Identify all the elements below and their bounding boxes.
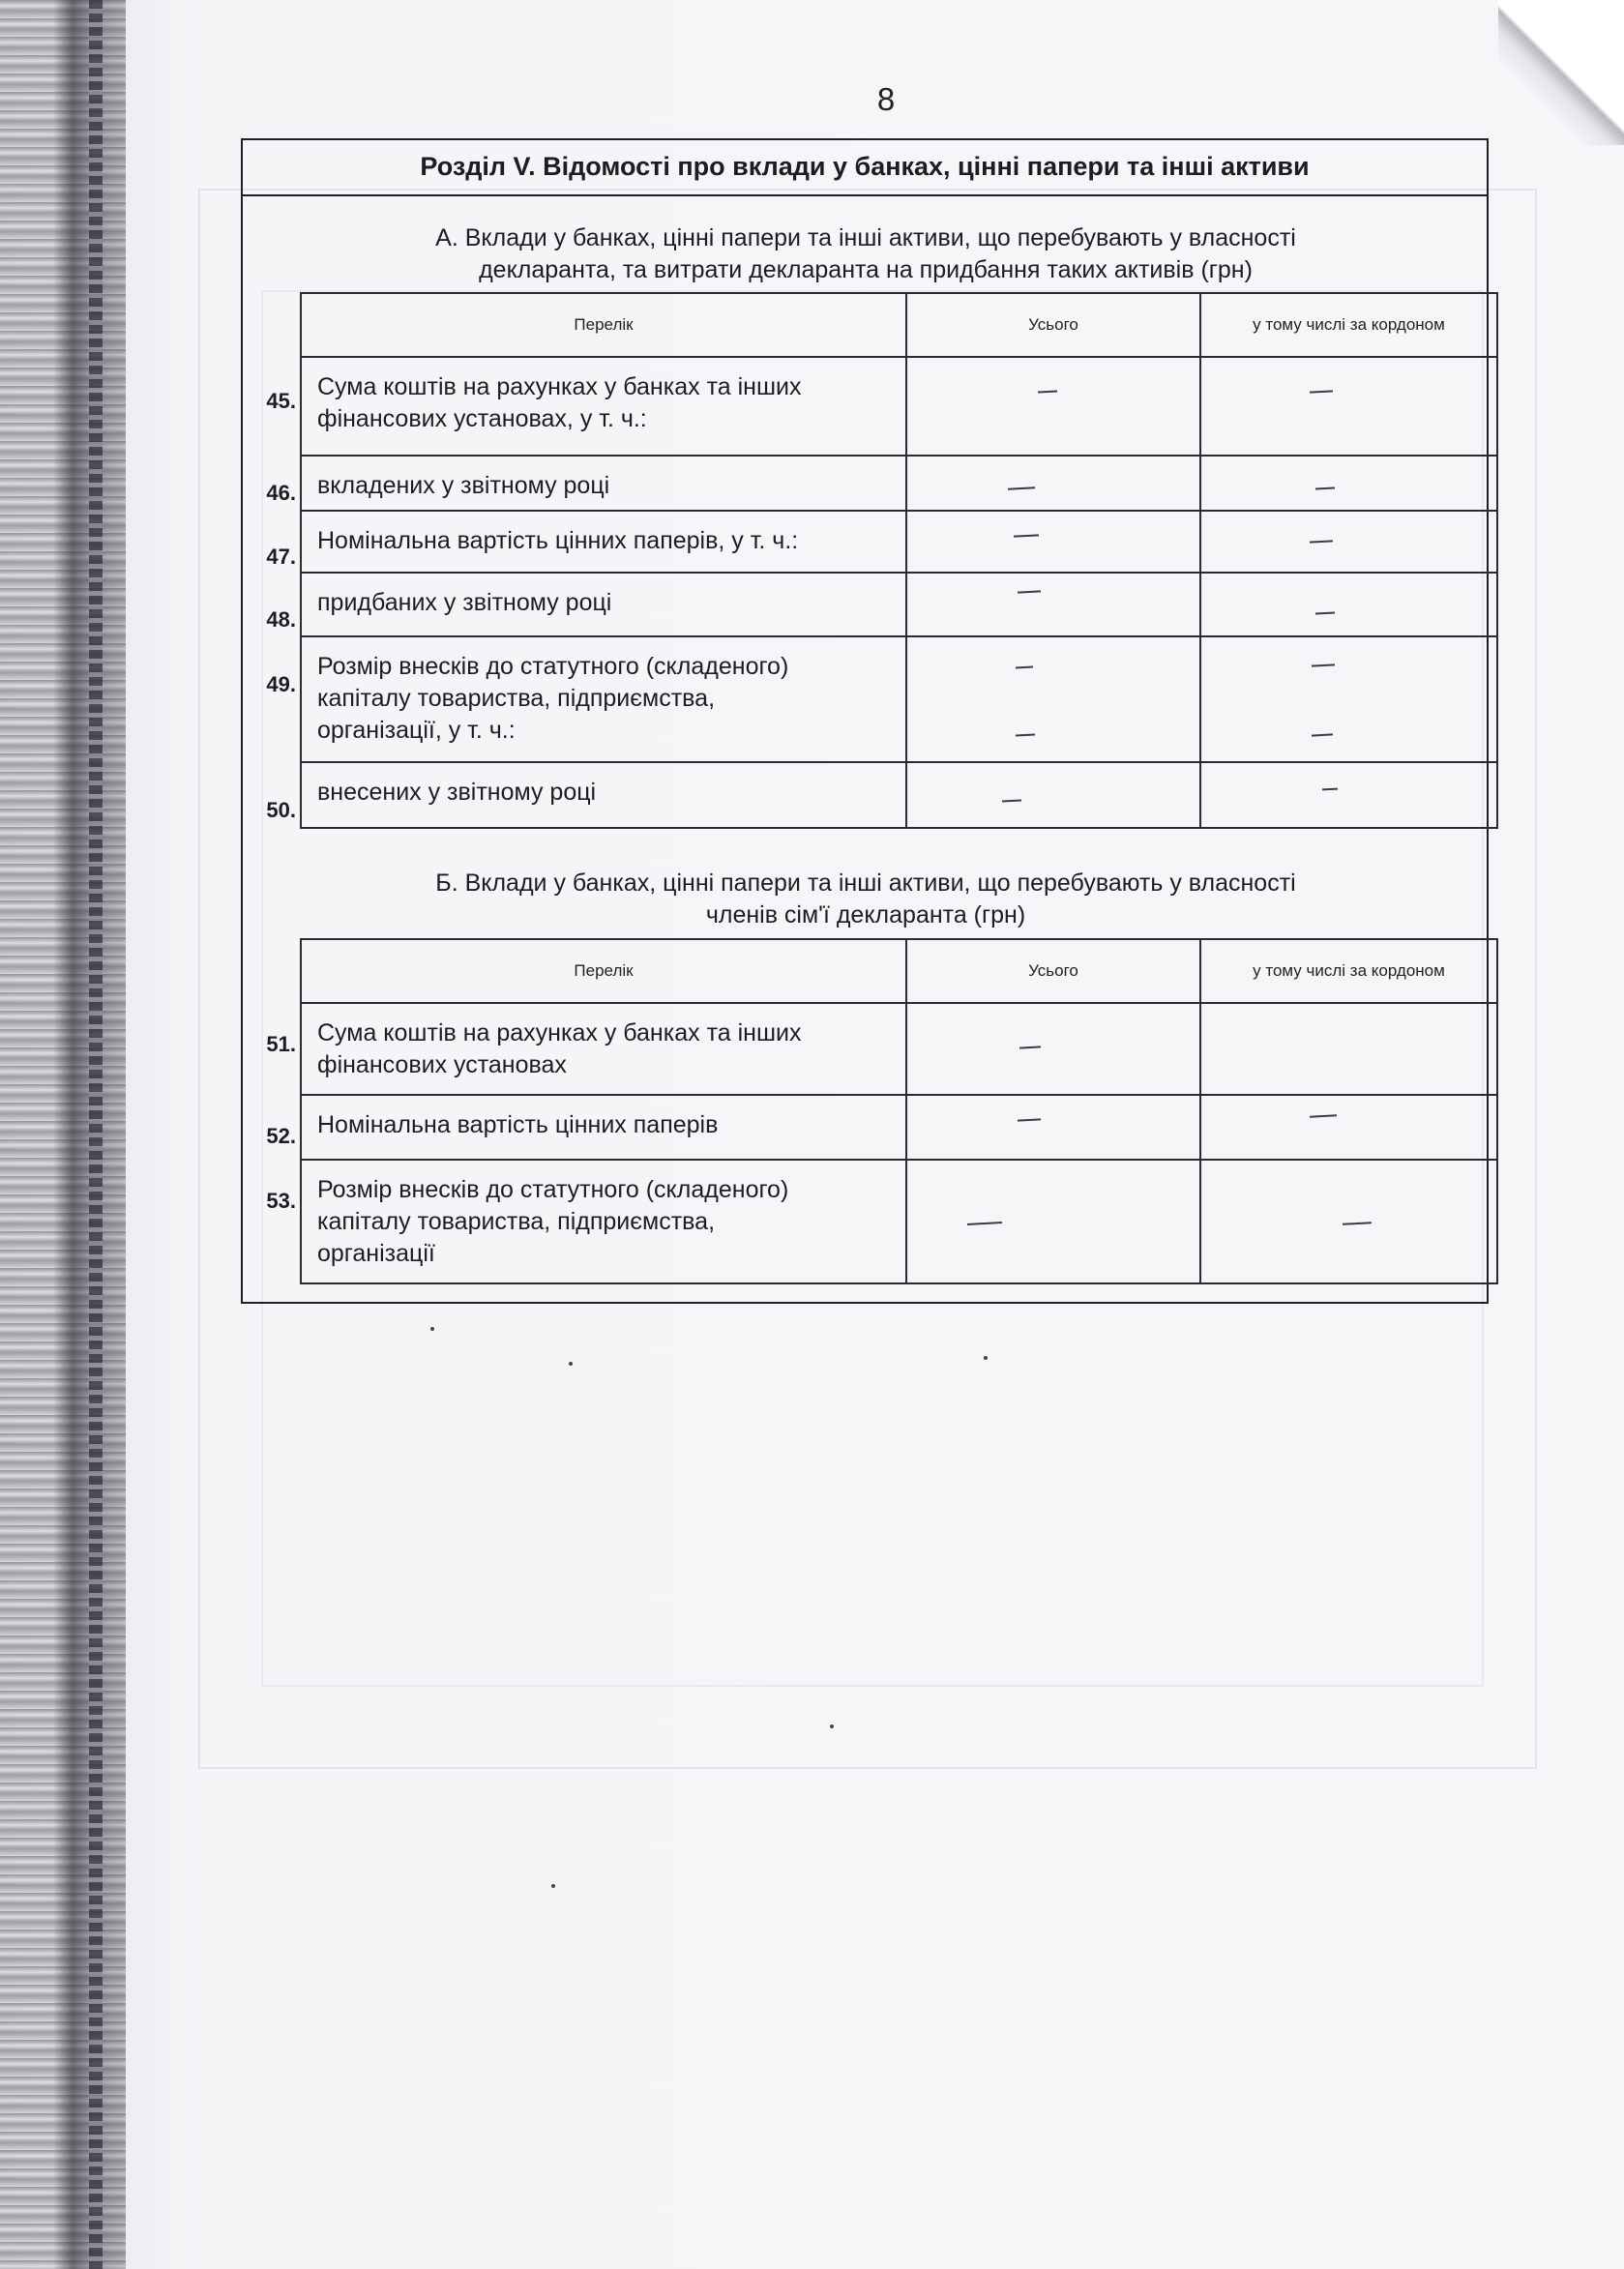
row-number: 50. xyxy=(266,798,296,822)
handwritten-dash xyxy=(1002,799,1021,802)
row-label-line: фінансових установах xyxy=(317,1051,567,1078)
abroad-cell[interactable] xyxy=(1200,1003,1497,1095)
handwritten-dash xyxy=(1019,1046,1041,1048)
row-label-line: організації, у т. ч.: xyxy=(317,717,516,744)
row-label-line: організації xyxy=(317,1240,435,1267)
column-header-total: Усього xyxy=(906,293,1200,357)
column-header-list: Перелік xyxy=(301,939,906,1003)
column-header-abroad: у тому числі за кордоном xyxy=(1200,939,1497,1003)
handwritten-dash xyxy=(1014,534,1039,537)
table-row xyxy=(301,762,1497,828)
total-cell[interactable] xyxy=(906,762,1200,828)
row-label-line: Номінальна вартість цінних паперів xyxy=(317,1111,719,1138)
total-cell[interactable] xyxy=(906,1095,1200,1160)
row-number: 49. xyxy=(266,672,296,696)
part-b-header-row xyxy=(301,939,1497,1003)
table-row xyxy=(301,357,1497,456)
total-cell[interactable] xyxy=(906,357,1200,456)
part-a-header-row xyxy=(301,293,1497,357)
part-a-heading xyxy=(290,222,1441,286)
row-label xyxy=(301,357,906,456)
row-label-line: Розмір внесків до статутного (складеного) xyxy=(317,653,789,680)
scan-speck xyxy=(984,1356,988,1360)
total-cell[interactable] xyxy=(906,1160,1200,1283)
abroad-cell[interactable] xyxy=(1200,1160,1497,1283)
column-header-total: Усього xyxy=(906,939,1200,1003)
handwritten-dash xyxy=(1312,733,1333,736)
row-label xyxy=(301,1160,906,1283)
handwritten-dash xyxy=(1018,1118,1041,1121)
row-label xyxy=(301,456,906,511)
abroad-cell[interactable] xyxy=(1200,1095,1497,1160)
total-cell[interactable] xyxy=(906,456,1200,511)
handwritten-dash xyxy=(1312,663,1335,666)
scan-speck xyxy=(569,1362,573,1366)
part-b-heading-line2: членів сім'ї декларанта (грн) xyxy=(705,901,1026,928)
total-cell[interactable] xyxy=(906,573,1200,636)
handwritten-dash xyxy=(1008,486,1035,489)
handwritten-dash xyxy=(1310,1114,1337,1117)
row-number: 53. xyxy=(266,1189,296,1213)
row-label xyxy=(301,573,906,636)
row-label-line: капіталу товариства, підприємства, xyxy=(317,685,716,712)
abroad-cell[interactable] xyxy=(1200,573,1497,636)
row-label-line: Сума коштів на рахунках у банках та інших xyxy=(317,1019,802,1046)
table-row xyxy=(301,456,1497,511)
handwritten-dash xyxy=(1016,666,1033,669)
row-label xyxy=(301,1003,906,1095)
handwritten-dash xyxy=(1315,486,1335,489)
scan-binding-mark xyxy=(89,0,103,2269)
table-row xyxy=(301,1160,1497,1283)
part-b-heading xyxy=(290,868,1441,931)
column-header-abroad: у тому числі за кордоном xyxy=(1200,293,1497,357)
section-title: Розділ V. Відомості про вклади у банках, цінні папери та інші активи xyxy=(241,138,1489,196)
handwritten-dash xyxy=(1038,390,1057,393)
folded-corner xyxy=(1498,0,1624,145)
row-label-line: Сума коштів на рахунках у банках та інших xyxy=(317,373,802,400)
scan-speck xyxy=(830,1724,834,1728)
abroad-cell[interactable] xyxy=(1200,636,1497,762)
handwritten-dash xyxy=(1310,540,1333,543)
table-row xyxy=(301,573,1497,636)
row-number: 47. xyxy=(266,545,296,569)
column-header-list: Перелік xyxy=(301,293,906,357)
abroad-cell[interactable] xyxy=(1200,357,1497,456)
row-number: 48. xyxy=(266,607,296,632)
row-number: 45. xyxy=(266,389,296,413)
table-row xyxy=(301,1003,1497,1095)
row-label xyxy=(301,762,906,828)
row-label-line: капіталу товариства, підприємства, xyxy=(317,1208,716,1235)
row-number: 46. xyxy=(266,481,296,505)
handwritten-dash xyxy=(1310,390,1333,393)
part-b-table xyxy=(300,938,1498,1284)
part-a-table xyxy=(300,292,1498,829)
page-number: 8 xyxy=(876,81,896,117)
handwritten-dash xyxy=(1018,590,1041,593)
row-label-line: Номінальна вартість цінних паперів, у т. ч.: xyxy=(317,527,799,554)
row-label-line: Розмір внесків до статутного (складеного) xyxy=(317,1176,789,1203)
row-number: 52. xyxy=(266,1124,296,1148)
row-number: 51. xyxy=(266,1032,296,1056)
handwritten-dash xyxy=(1315,611,1335,614)
handwritten-dash xyxy=(1322,788,1338,791)
row-label-line: фінансових установах, у т. ч.: xyxy=(317,405,647,432)
table-row xyxy=(301,1095,1497,1160)
total-cell[interactable] xyxy=(906,511,1200,573)
row-label-line: вкладених у звітному році xyxy=(317,472,610,499)
abroad-cell[interactable] xyxy=(1200,511,1497,573)
scan-edge-shadow xyxy=(0,0,126,2269)
part-b-heading-line1: Б. Вклади у банках, цінні папери та інші активи, що перебувають у власності xyxy=(435,869,1296,897)
row-label xyxy=(301,511,906,573)
total-cell[interactable] xyxy=(906,1003,1200,1095)
table-row xyxy=(301,636,1497,762)
scan-speck xyxy=(430,1327,434,1331)
handwritten-dash xyxy=(1343,1222,1372,1225)
handwritten-dash xyxy=(1016,733,1035,736)
part-a-heading-line1: А. Вклади у банках, цінні папери та інші активи, що перебувають у власності xyxy=(435,224,1296,251)
row-label-line: придбаних у звітному році xyxy=(317,589,612,616)
abroad-cell[interactable] xyxy=(1200,456,1497,511)
row-label xyxy=(301,636,906,762)
abroad-cell[interactable] xyxy=(1200,762,1497,828)
total-cell[interactable] xyxy=(906,636,1200,762)
part-a-heading-line2: декларанта, та витрати декларанта на придбання таких активів (грн) xyxy=(479,256,1253,283)
table-row xyxy=(301,511,1497,573)
scan-speck xyxy=(551,1884,555,1888)
row-label xyxy=(301,1095,906,1160)
row-label-line: внесених у звітному році xyxy=(317,779,597,806)
handwritten-dash xyxy=(967,1222,1002,1225)
